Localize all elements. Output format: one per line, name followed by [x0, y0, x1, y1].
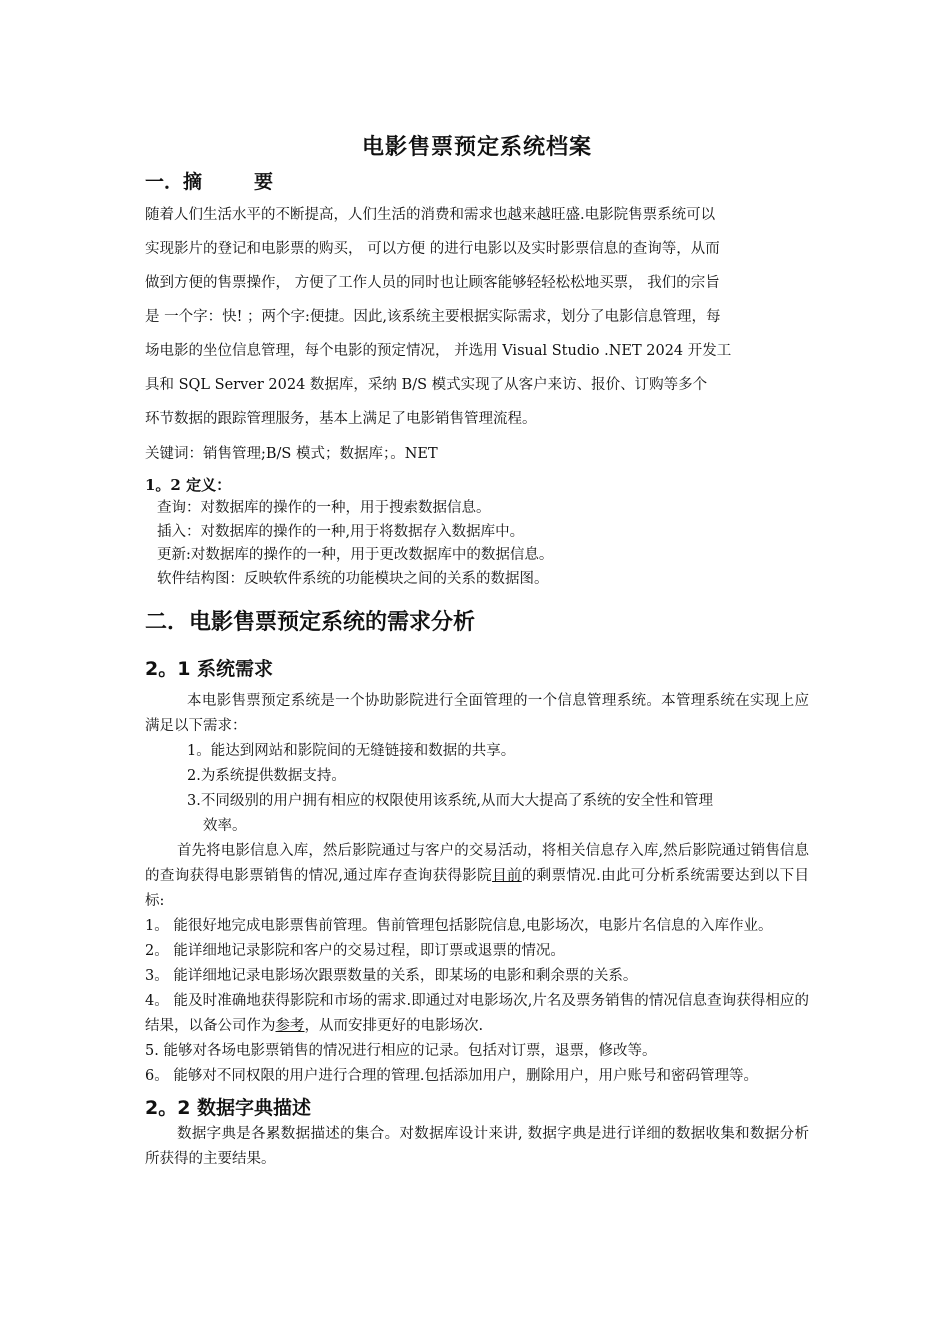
- goal-item: 1。 能很好地完成电影票售前管理。售前管理包括影院信息,电影场次，电影片名信息的入库作业。: [145, 918, 773, 934]
- subsection-heading: 2。2 数据字典描述: [145, 1097, 312, 1119]
- goal-item: [145, 989, 809, 1039]
- requirement-item: 2.为系统提供数据支持。: [187, 768, 346, 784]
- document-title: 电影售票预定系统档案: [361, 135, 592, 160]
- requirement-item: 1。能达到网站和影院间的无缝链接和数据的共享。: [187, 743, 516, 759]
- abstract-line: 场电影的坐位信息管理，每个电影的预定情况， 并选用 Visual Studio .NET 2024 开发工: [145, 343, 732, 359]
- definition-item: 插入：对数据库的操作的一种,用于将数据存入数据库中。: [157, 523, 525, 540]
- goal-underlined: 参考: [275, 1018, 305, 1034]
- requirements-intro: 本电影售票预定系统是一个协助影院进行全面管理的一个信息管理系统。本管理系统在实现上应满足以下需求：: [145, 693, 809, 734]
- requirement-item: [145, 789, 809, 839]
- document-page: [145, 130, 809, 1172]
- analysis-text: 的剩票情况.由此可分析系统需要达到以下目标:: [145, 868, 810, 909]
- abstract-heading-rest: 要: [254, 171, 274, 193]
- analysis-underlined: 目前: [492, 868, 522, 884]
- definitions-heading: 1。2 定义：: [145, 476, 232, 494]
- requirement-line: 3.不同级别的用户拥有相应的权限使用该系统,从而大大提高了系统的安全性和管理: [187, 793, 713, 809]
- abstract-line: 随着人们生活水平的不断提高，人们生活的消费和需求也越来越旺盛.电影院售票系统可以: [145, 207, 716, 223]
- abstract-line: 实现影片的登记和电影票的购买， 可以方便 的进行电影以及实时影票信息的查询等，从而: [145, 241, 720, 257]
- definition-item: 查询：对数据库的操作的一种，用于搜索数据信息。: [157, 500, 491, 516]
- goal-text: ，从而安排更好的电影场次.: [304, 1018, 484, 1034]
- requirement-line: 效率。: [203, 818, 247, 834]
- definitions-list: [145, 497, 809, 591]
- goal-item: 2。 能详细地记录影院和客户的交易过程，即订票或退票的情况。: [145, 943, 565, 959]
- section-heading: 二．电影售票预定系统的需求分析: [145, 610, 476, 635]
- analysis-text: 首先将电影信息入库，然后影院通过与客户的交易活动，将相关信息存入库,然后影院通过销售信息的查询获得电影票销售的情况,通过库存查询获得影院: [145, 843, 809, 884]
- abstract-line: 具和 SQL Server 2024 数据库，采纳 B/S 模式实现了从客户来访、报价、订购等多个: [145, 377, 708, 393]
- goal-item: 3。 能详细地记录电影场次跟票数量的关系，即某场的电影和剩余票的关系。: [145, 968, 638, 984]
- abstract-heading-num: 一．摘: [145, 171, 203, 193]
- definition-item: 更新:对数据库的操作的一种，用于更改数据库中的数据信息。: [157, 547, 554, 563]
- abstract-line: 是 一个字：快! ；两个字:便捷。因此,该系统主要根据实际需求，划分了电影信息管理，每: [145, 309, 721, 325]
- definition-item: 软件结构图：反映软件系统的功能模块之间的关系的数据图。: [157, 570, 549, 587]
- analysis-paragraph: [145, 839, 809, 914]
- data-dictionary-paragraph: 数据字典是各累数据描述的集合。对数据库设计来讲, 数据字典是进行详细的数据收集和数据分析所获得的主要结果。: [145, 1126, 809, 1167]
- abstract-heading: [145, 167, 809, 194]
- goal-item: 5. 能够对各场电影票销售的情况进行相应的记录。包括对订票，退票，修改等。: [145, 1043, 657, 1059]
- abstract-line: 环节数据的跟踪管理服务，基本上满足了电影销售管理流程。: [145, 411, 537, 427]
- keywords: 关键词：销售管理;B/S 模式；数据库；。NET: [145, 446, 438, 462]
- abstract-line: 做到方便的售票操作， 方便了工作人员的同时也让顾客能够轻轻松松地买票， 我们的宗旨: [145, 275, 720, 291]
- goal-item: 6。 能够对不同权限的用户进行合理的管理.包括添加用户，删除用户，用户账号和密码管理等。: [145, 1068, 758, 1084]
- subsection-heading: 2。1 系统需求: [145, 658, 274, 680]
- goal-text: 4。 能及时准确地获得影院和市场的需求.即通过对电影场次,片名及票务销售的情况信息查询获得相应的结果，以备公司作为: [145, 993, 809, 1034]
- abstract-body: [145, 198, 809, 436]
